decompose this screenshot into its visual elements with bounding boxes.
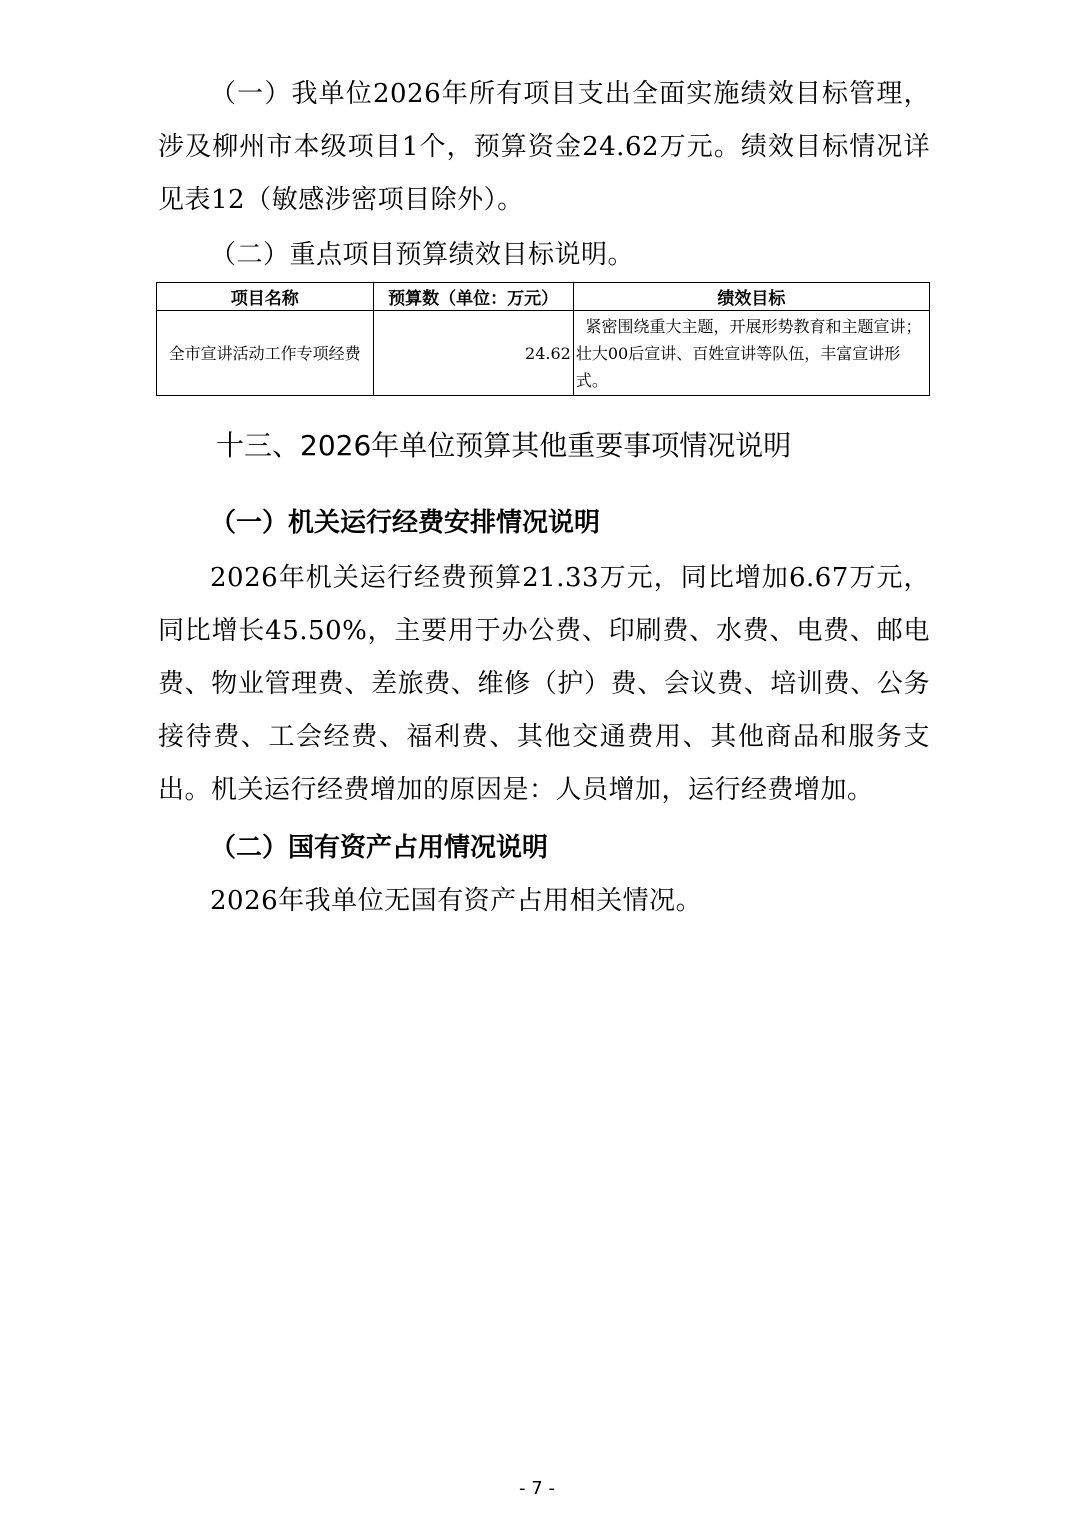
table-row: [157, 311, 930, 396]
subsection-1-title: （一）机关运行经费安排情况说明: [210, 508, 601, 538]
cell-performance-goal: 紧密围绕重大主题，开展形势教育和主题宣讲；壮大00后宣讲、百姓宣讲等队伍，丰富宣讲形式。: [573, 311, 929, 396]
header-project-name: 项目名称: [157, 283, 374, 311]
page-number: - 7 -: [519, 1478, 555, 1499]
cell-project-name: 全市宣讲活动工作专项经费: [157, 311, 374, 396]
subsection-2-title: （二）国有资产占用情况说明: [210, 833, 549, 863]
cell-budget: 24.62: [373, 311, 573, 396]
header-budget: 预算数（单位：万元）: [373, 283, 573, 311]
table-header-row: [157, 283, 930, 311]
subsection-2-text: 2026年我单位无国有资产占用相关情况。: [210, 886, 703, 916]
intro-paragraph-1: （一）我单位2026年所有项目支出全面实施绩效目标管理，涉及柳州市本级项目1个，预算资金24.62万元。绩效目标情况详见表12（敏感涉密项目除外）。: [158, 79, 930, 215]
section-13-title: 十三、2026年单位预算其他重要事项情况说明: [216, 429, 792, 462]
intro-paragraph-2: （二）重点项目预算绩效目标说明。: [210, 240, 635, 270]
header-performance-goal: 绩效目标: [573, 283, 929, 311]
performance-goal-table: [156, 282, 930, 396]
subsection-1-text: 2026年机关运行经费预算21.33万元，同比增加6.67万元，同比增长45.50%，主要用于办公费、印刷费、水费、电费、邮电费、物业管理费、差旅费、维修（护）费、会议费、培训费、公务接待费、工会经费、福利费、其他交通费用、其他商品和服务支出。机关运行经费增加的原因是：人员增加，运行经费增加。: [158, 563, 930, 805]
